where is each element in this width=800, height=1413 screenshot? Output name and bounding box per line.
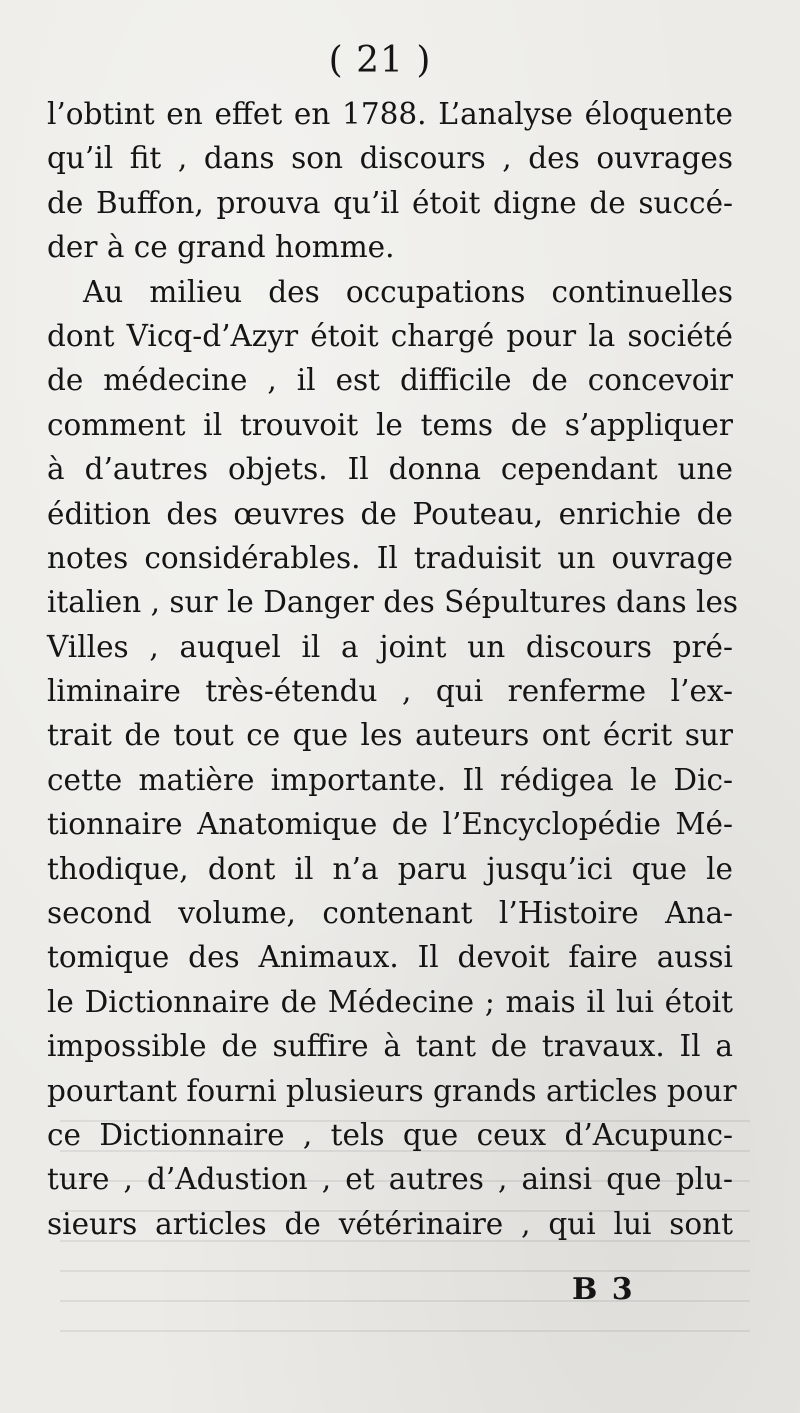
text-line: tomique des Animaux. Il devoit faire aussi [47, 940, 733, 975]
text-line: à d’autres objets. Il donna cependant une [47, 452, 733, 487]
text-line: thodique, dont il n’a paru jusqu’ici que le [47, 851, 733, 886]
text-line: trait de tout ce que les auteurs ont écrit sur [47, 718, 733, 753]
text-line: tionnaire Anatomique de l’Encyclopédie Mé- [47, 807, 733, 842]
body-text [47, 92, 739, 1246]
text-line: qu’il fit , dans son discours , des ouvrages [47, 141, 733, 176]
text-line: der à ce grand homme. [47, 230, 395, 265]
text-line: dont Vicq-d’Azyr étoit chargé pour la société [47, 318, 733, 353]
text-line: second volume, contenant l’Histoire Ana- [47, 896, 733, 931]
page-number: ( 21 ) [328, 40, 432, 81]
text-line: Villes , auquel il a joint un discours pré- [47, 629, 733, 664]
text-line: sieurs articles de vétérinaire , qui lui sont [47, 1206, 733, 1241]
text-line: notes considérables. Il traduisit un ouvrage [47, 540, 733, 575]
text-line: comment il trouvoit le tems de s’appliquer [47, 407, 733, 442]
text-line: pourtant fourni plusieurs grands articles pour [47, 1073, 737, 1108]
text-line: impossible de suffire à tant de travaux. Il a [47, 1029, 733, 1064]
text-line: ce Dictionnaire , tels que ceux d’Acupunc- [47, 1117, 733, 1152]
text-line: liminaire très-étendu , qui renferme l’ex- [47, 674, 733, 709]
paragraph-first-line: Au milieu des occupations continuelles [83, 274, 733, 309]
text-line: de Buffon, prouva qu’il étoit digne de succé- [47, 185, 733, 220]
text-line: italien , sur le Danger des Sépultures dans les [47, 585, 739, 620]
text-line: édition des œuvres de Pouteau, enrichie de [47, 496, 733, 531]
text-line: ture , d’Adustion , et autres , ainsi que plu- [47, 1162, 733, 1197]
text-line: de médecine , il est difficile de concevoir [47, 363, 733, 398]
text-line: le Dictionnaire de Médecine ; mais il lui étoit [47, 984, 733, 1019]
signature-mark: B 3 [572, 1272, 635, 1307]
text-line: l’obtint en effet en 1788. L’analyse éloquente [47, 97, 733, 131]
text-line: cette matière importante. Il rédigea le Dic- [47, 762, 733, 797]
